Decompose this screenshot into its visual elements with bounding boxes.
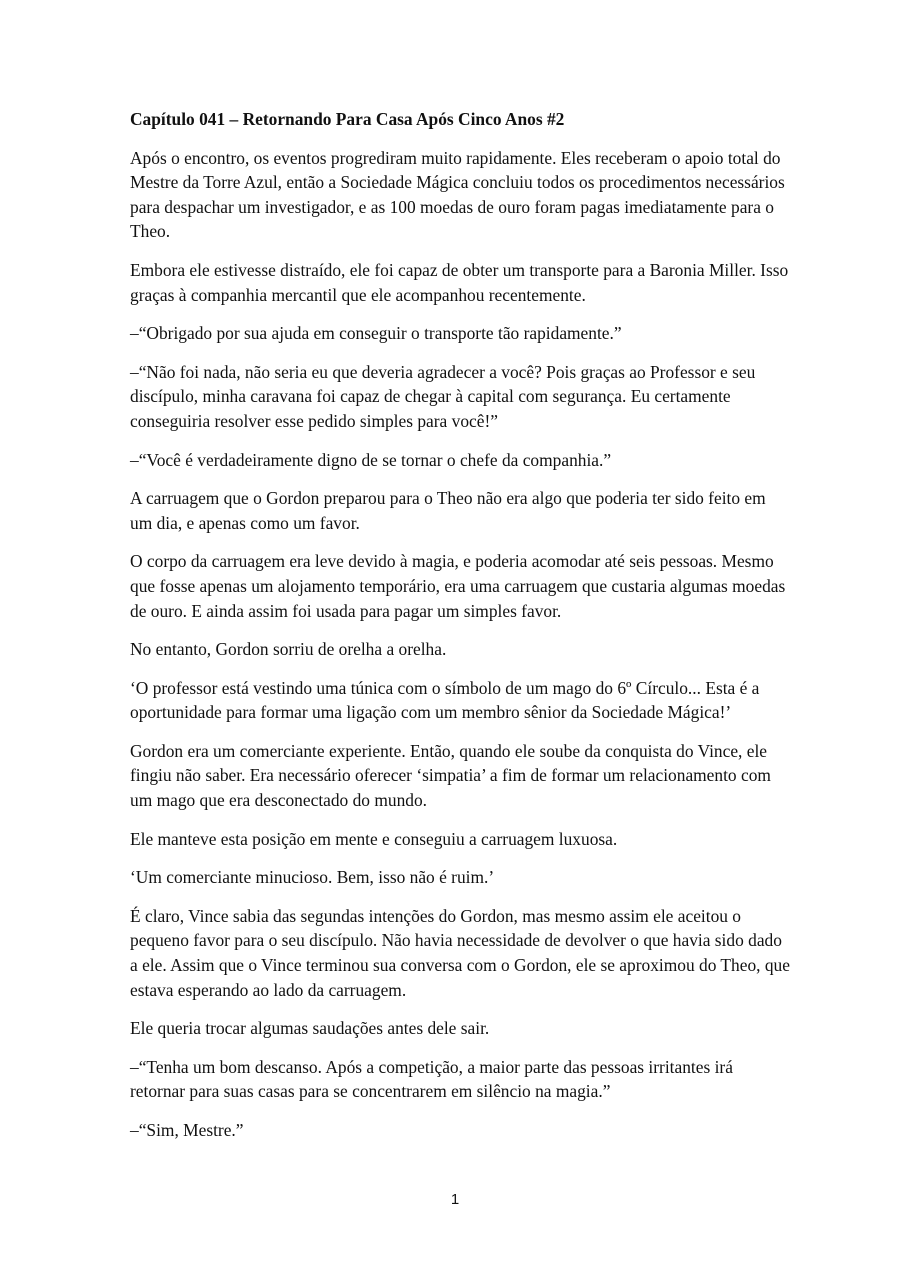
thought-line: ‘O professor está vestindo uma túnica com o símbolo de um mago do 6º Círculo... Esta é a oportunidade para formar uma ligação com um membro sênior da Sociedade Mágica!’ <box>130 677 760 723</box>
paragraph: A carruagem que o Gordon preparou para o Theo não era algo que poderia ter sido feito em um dia, e apenas como um favor. <box>130 488 766 533</box>
paragraph: Após o encontro, os eventos progrediram muito rapidamente. Eles receberam o apoio total do Mestre da Torre Azul, então a Sociedade Mágica concluiu todos os procedimentos necessários para despachar um investigador, e as 100 moedas de ouro foram pagas imediatamente para o Theo. <box>130 147 785 242</box>
paragraph: O corpo da carruagem era leve devido à magia, e poderia acomodar até seis pessoas. Mesmo que fosse apenas um alojamento temporário, era uma carruagem que custaria algumas moedas de ouro. E ainda assim foi usada para pagar um simples favor. <box>130 551 786 621</box>
dialogue-line: –“Sim, Mestre.” <box>130 1120 244 1140</box>
paragraph: Embora ele estivesse distraído, ele foi capaz de obter um transporte para a Baronia Miller. Isso graças à companhia mercantil que ele acompanhou recentemente. <box>130 259 789 305</box>
dialogue-line: –“Tenha um bom descanso. Após a competição, a maior parte das pessoas irritantes irá retornar para suas casas para se concentrarem em silêncio na magia.” <box>130 1056 733 1102</box>
paragraph: Ele queria trocar algumas saudações antes dele sair. <box>130 1018 490 1039</box>
thought-line: ‘Um comerciante minucioso. Bem, isso não é ruim.’ <box>130 867 495 888</box>
paragraph: Ele manteve esta posição em mente e conseguiu a carruagem luxuosa. <box>130 828 618 849</box>
dialogue-line: –“Obrigado por sua ajuda em conseguir o transporte tão rapidamente.” <box>130 323 622 344</box>
chapter-title: Capítulo 041 – Retornando Para Casa Após Cinco Anos #2 <box>130 109 565 129</box>
page-number: 1 <box>450 1191 460 1208</box>
paragraph: É claro, Vince sabia das segundas intenções do Gordon, mas mesmo assim ele aceitou o pequeno favor para o seu discípulo. Não havia necessidade de devolver o que havia sido dado a ele. Assim que o Vince terminou sua conversa com o Gordon, ele se aproximou do Theo, que estava esperando ao lado da carruagem. <box>130 905 790 1000</box>
paragraph: Gordon era um comerciante experiente. Então, quando ele soube da conquista do Vince, ele fingiu não saber. Era necessário oferecer ‘simpatia’ a fim de formar um relacionamento com um mago que era desconectado do mundo. <box>130 740 771 811</box>
dialogue-line: –“Você é verdadeiramente digno de se tornar o chefe da companhia.” <box>130 449 612 470</box>
document-page <box>130 107 790 1157</box>
paragraph: No entanto, Gordon sorriu de orelha a orelha. <box>130 639 447 660</box>
dialogue-line: –“Não foi nada, não seria eu que deveria agradecer a você? Pois graças ao Professor e seu discípulo, minha caravana foi capaz de chegar à capital com segurança. Eu certamente conseguiria resolver esse pedido simples para você!” <box>130 361 756 431</box>
